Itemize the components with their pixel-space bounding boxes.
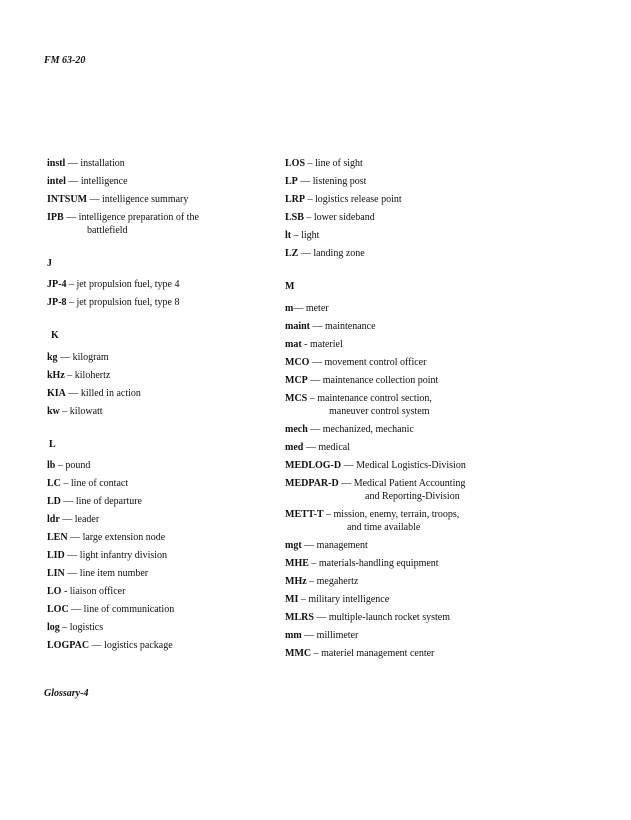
- glossary-entry: [47, 351, 262, 364]
- glossary-definition: — landing zone: [298, 248, 365, 259]
- glossary-entry: [285, 392, 500, 418]
- glossary-definition: – line of sight: [305, 158, 363, 169]
- section-letter-m: M: [285, 281, 295, 292]
- glossary-definition: — intelligence: [65, 176, 128, 187]
- glossary-term: mat: [285, 339, 302, 350]
- glossary-entry: [285, 211, 500, 224]
- glossary-definition: – maintenance control section,: [307, 393, 432, 404]
- glossary-term: JP-4: [47, 279, 67, 290]
- glossary-entry: [47, 459, 262, 472]
- glossary-definition: – logistics release point: [305, 194, 402, 205]
- glossary-entry: [285, 338, 500, 351]
- glossary-entry: [285, 320, 500, 333]
- glossary-definition: – jet propulsion fuel, type 8: [66, 297, 180, 308]
- glossary-entry: [285, 575, 500, 588]
- glossary-definition: — mechanized, mechanic: [307, 424, 414, 435]
- glossary-term: MCO: [285, 357, 310, 368]
- glossary-entry: [47, 175, 262, 188]
- glossary-term: LO: [47, 586, 62, 597]
- glossary-term: instl: [47, 158, 66, 169]
- glossary-term: kHz: [47, 370, 65, 381]
- glossary-right-column: [285, 157, 500, 665]
- glossary-term: MHE: [285, 558, 309, 569]
- glossary-term: MMC: [285, 648, 312, 659]
- glossary-term: LOC: [47, 604, 69, 615]
- glossary-term: MHz: [285, 576, 307, 587]
- glossary-entry: [285, 356, 500, 369]
- glossary-entry: [285, 477, 500, 503]
- glossary-definition: — killed in action: [65, 388, 141, 399]
- glossary-entry: [285, 302, 500, 315]
- glossary-term: LID: [47, 550, 65, 561]
- glossary-definition: — movement control officer: [309, 357, 427, 368]
- glossary-definition-continued: maneuver control system: [329, 406, 430, 417]
- glossary-definition: - materiel: [301, 339, 343, 350]
- glossary-term: intel: [47, 176, 66, 187]
- glossary-term: maint: [285, 321, 310, 332]
- glossary-term: LC: [47, 478, 61, 489]
- glossary-term: LSB: [285, 212, 304, 223]
- section-letter-k: K: [51, 330, 59, 341]
- entry-group-i: [47, 157, 262, 237]
- glossary-definition: – materials-handling equipment: [308, 558, 439, 569]
- glossary-term: mech: [285, 424, 308, 435]
- page-header: FM 63-20: [44, 55, 86, 66]
- glossary-definition: — Medical Logistics-Division: [341, 460, 466, 471]
- glossary-definition-continued: and Reporting-Division: [365, 491, 460, 502]
- glossary-entry: [47, 387, 262, 400]
- glossary-definition: — multiple-launch rocket system: [313, 612, 450, 623]
- glossary-definition: — leader: [59, 514, 100, 525]
- glossary-entry: [285, 229, 500, 242]
- section-letter-l: L: [49, 439, 56, 450]
- glossary-definition: — medical: [303, 442, 350, 453]
- glossary-definition: – pound: [55, 460, 91, 471]
- glossary-term: MEDLOG-D: [285, 460, 342, 471]
- glossary-entry: [47, 495, 262, 508]
- page-footer: Glossary-4: [44, 688, 89, 699]
- glossary-term: JP-8: [47, 297, 67, 308]
- glossary-entry: [285, 629, 500, 642]
- glossary-definition: — line of communication: [68, 604, 175, 615]
- glossary-entry: [47, 369, 262, 382]
- glossary-entry: [285, 557, 500, 570]
- glossary-entry: [285, 459, 500, 472]
- glossary-term: MLRS: [285, 612, 314, 623]
- glossary-term: lb: [47, 460, 56, 471]
- glossary-definition: — installation: [65, 158, 125, 169]
- glossary-term: LIN: [47, 568, 65, 579]
- glossary-term: LRP: [285, 194, 305, 205]
- entry-group-l: [47, 459, 262, 652]
- glossary-term: MEDPAR-D: [285, 478, 339, 489]
- section-letter-j: J: [47, 258, 52, 269]
- glossary-entry: [47, 211, 262, 237]
- glossary-entry: [47, 621, 262, 634]
- glossary-term: METT-T: [285, 509, 324, 520]
- glossary-entry: [47, 531, 262, 544]
- glossary-definition: — large extension node: [67, 532, 166, 543]
- glossary-definition: – light: [291, 230, 320, 241]
- glossary-definition: – materiel management center: [311, 648, 435, 659]
- glossary-definition: – military intelligence: [298, 594, 390, 605]
- glossary-term: kg: [47, 352, 58, 363]
- glossary-term: LEN: [47, 532, 68, 543]
- glossary-entry: [47, 603, 262, 616]
- entry-group-j: [47, 278, 262, 309]
- glossary-definition: – jet propulsion fuel, type 4: [66, 279, 180, 290]
- glossary-entry: [285, 247, 500, 260]
- glossary-definition: — millimeter: [301, 630, 359, 641]
- glossary-definition-continued: and time available: [347, 522, 421, 533]
- glossary-term: mgt: [285, 540, 302, 551]
- glossary-definition: - liaison officer: [61, 586, 126, 597]
- glossary-entry: [47, 477, 262, 490]
- glossary-term: LD: [47, 496, 61, 507]
- glossary-definition: – megahertz: [306, 576, 359, 587]
- glossary-definition: – line of contact: [60, 478, 129, 489]
- glossary-entry: [285, 423, 500, 436]
- glossary-definition: — Medical Patient Accounting: [338, 478, 466, 489]
- glossary-term: MI: [285, 594, 299, 605]
- glossary-entry: [47, 157, 262, 170]
- glossary-definition: – lower sideband: [303, 212, 375, 223]
- glossary-term: ldr: [47, 514, 60, 525]
- glossary-entry: [47, 193, 262, 206]
- glossary-entry: [47, 405, 262, 418]
- glossary-definition: — kilogram: [57, 352, 109, 363]
- entry-group-l-continued: [285, 157, 500, 260]
- glossary-term: IPB: [47, 212, 64, 223]
- entry-group-k: [47, 351, 262, 418]
- glossary-term: kw: [47, 406, 60, 417]
- glossary-term: m: [285, 303, 294, 314]
- glossary-definition: — logistics package: [89, 640, 173, 651]
- glossary-entry: [285, 157, 500, 170]
- glossary-definition: – kilohertz: [64, 370, 111, 381]
- glossary-definition: — intelligence summary: [87, 194, 189, 205]
- glossary-term: LOS: [285, 158, 306, 169]
- glossary-definition: — maintenance collection point: [307, 375, 439, 386]
- glossary-term: LOGPAC: [47, 640, 90, 651]
- glossary-entry: [47, 639, 262, 652]
- glossary-entry: [285, 508, 500, 534]
- glossary-term: log: [47, 622, 60, 633]
- glossary-entry: [285, 611, 500, 624]
- glossary-definition: — intelligence preparation of the: [63, 212, 199, 223]
- glossary-left-column: [47, 157, 262, 657]
- glossary-entry: [47, 585, 262, 598]
- glossary-term: INTSUM: [47, 194, 88, 205]
- glossary-definition: – kilowatt: [59, 406, 103, 417]
- glossary-entry: [47, 296, 262, 309]
- glossary-term: med: [285, 442, 304, 453]
- entry-group-m: [285, 302, 500, 660]
- glossary-entry: [285, 539, 500, 552]
- glossary-term: MCS: [285, 393, 308, 404]
- glossary-term: mm: [285, 630, 302, 641]
- glossary-definition: — meter: [293, 303, 329, 314]
- glossary-term: KIA: [47, 388, 66, 399]
- glossary-definition: — listening post: [297, 176, 367, 187]
- glossary-term: MCP: [285, 375, 308, 386]
- glossary-term: lt: [285, 230, 292, 241]
- glossary-entry: [285, 647, 500, 660]
- glossary-entry: [285, 193, 500, 206]
- glossary-entry: [285, 374, 500, 387]
- glossary-definition: — maintenance: [310, 321, 376, 332]
- glossary-definition: – mission, enemy, terrain, troops,: [323, 509, 460, 520]
- glossary-entry: [285, 175, 500, 188]
- glossary-definition: — line of departure: [60, 496, 142, 507]
- glossary-definition-continued: battlefield: [87, 225, 128, 236]
- glossary-definition: – logistics: [59, 622, 104, 633]
- glossary-definition: — light infantry division: [64, 550, 168, 561]
- glossary-entry: [285, 593, 500, 606]
- glossary-definition: — management: [301, 540, 368, 551]
- glossary-entry: [47, 513, 262, 526]
- glossary-definition: — line item number: [64, 568, 149, 579]
- glossary-term: LZ: [285, 248, 299, 259]
- glossary-entry: [47, 278, 262, 291]
- glossary-term: LP: [285, 176, 298, 187]
- glossary-entry: [47, 549, 262, 562]
- glossary-entry: [47, 567, 262, 580]
- glossary-entry: [285, 441, 500, 454]
